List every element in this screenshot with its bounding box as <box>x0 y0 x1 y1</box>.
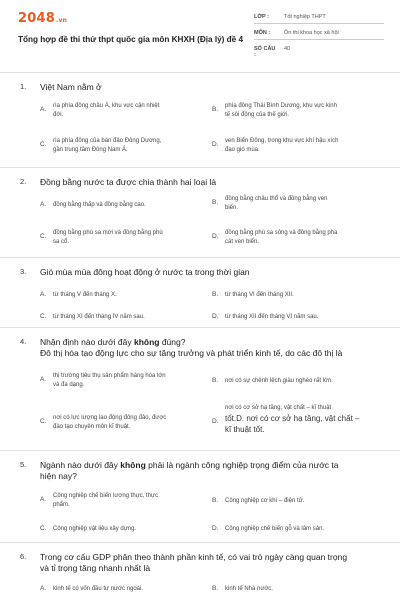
question-stem: Trong cơ cấu GDP phân theo thành phần kinh tế, có vai trò ngày càng quan trọng và tỉ trọng tăng nhanh nhất là <box>40 552 348 573</box>
divider <box>0 542 400 543</box>
header-divider <box>0 72 400 73</box>
divider <box>0 167 400 168</box>
question-stem: Nhận định nào dưới đây không đúng? Đô thị hóa tạo động lực cho sự tăng trưởng và phát triển kinh tế, do các đô thị là <box>40 337 343 358</box>
site-logo[interactable]: 2048.vn <box>18 11 68 26</box>
divider <box>0 450 400 451</box>
exam-title: Tổng hợp đề thi thử thpt quốc gia môn KHXH (Địa lý) đề 4 <box>18 35 244 44</box>
divider <box>0 257 400 258</box>
header: 2048.vn Tổng hợp đề thi thử thpt quốc gia môn KHXH (Địa lý) đề 4 LỚP : Tốt nghiệp THPT MÔN : Ôn thi khoa học xã hội SỐ CÂU : 40 <box>0 0 400 72</box>
question-stem: Việt Nam nằm ở <box>40 82 102 92</box>
divider <box>0 327 400 328</box>
question-stem: Gió mùa mùa đông hoạt động ở nước ta trong thời gian <box>40 267 250 277</box>
question-stem: Đồng bằng nước ta được chia thành hai loại là <box>40 177 217 187</box>
exam-page: 2048.vn Tổng hợp đề thi thử thpt quốc gia môn KHXH (Địa lý) đề 4 LỚP : Tốt nghiệp THPT MÔN : Ôn thi khoa học xã hội SỐ CÂU : 40 1. Việt Nam nằm ở A. rìa phía đông châu Á, khu vực cận nhiệt đới. B. phía đông Thái Bình Dương, khu vực kinh tế sôi động của thế giới. C. rìa phía đông của bán đảo Đông Dương, gần trung tâm Đông Nam Á. D. ven Biển Đông, trong khu vực khí hậu xích đạo gió mùa. 2. Đồng bằng nước ta được chia thành hai loại là A. đồng bằng thấp và đồng bằng cao. B. đồng bằng châu thổ và đồng bằng ven biển. C. đồng bằng phù sa mới và đồng bằng phù sa cổ. D. đồng bằng phù sa sông và đồng bằng pha cát ven biển. 3. Gió mùa mùa đông hoạt động ở nước ta trong thời gian A. từ tháng V đến tháng X. B. từ tháng VI đến tháng XII. C. từ tháng XI đến tháng IV năm sau. D. từ tháng XII đến tháng VI năm sau. 4. Nhận định nào dưới đây không đúng? Đô thị hóa tạo động lực cho sự tăng trưởng và phát triển kinh tế, do các đô thị là A. thị trường tiêu thụ sản phẩm hàng hóa lớn và đa dạng. B. nơi có sự chênh lệch giàu nghèo rất lớn. C. nơi có lực lượng lao động đông đảo, được đào tạo chuyên môn kĩ thuật. D. nơi có cơ sở hạ tầng, vật chất – kĩ thuật tốt.D. nơi có cơ sở hạ tầng, vật chất – kĩ thuật tốt. 5. Ngành nào dưới đây không phải là ngành công nghiệp trọng điểm của nước ta hiện nay? A. Công nghiệp chế biến lương thực, thực phẩm. B. Công nghiệp cơ khí – điện tử. C. Công nghiệp vật liệu xây dựng. D. Công nghiệp chế biến gỗ và lâm sản. 6. Trong cơ cấu GDP phân theo thành phần kinh tế, có vai trò ngày càng quan trọng và tỉ trọng tăng nhanh nhất là A. kinh tế có vốn đầu tư nước ngoài. B. kinh tế Nhà nước. <box>0 0 400 600</box>
question-stem: Ngành nào dưới đây không phải là ngành công nghiệp trọng điểm của nước ta hiện nay? <box>40 460 339 481</box>
